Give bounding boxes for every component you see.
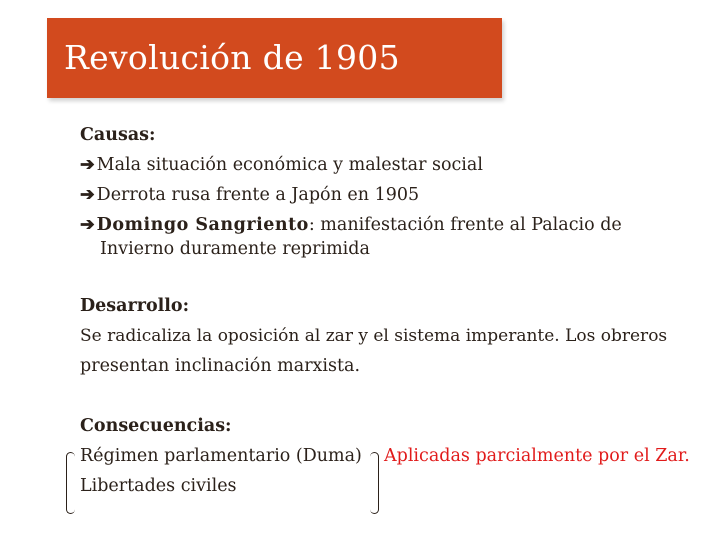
causa-item-3-continuation: Invierno duramente reprimida (100, 239, 370, 259)
consecuencia-note: Aplicadas parcialmente por el Zar. (384, 446, 690, 466)
consecuencia-item-2: Libertades civiles (80, 476, 237, 496)
consecuencia-item-1: Régimen parlamentario (Duma) (80, 446, 362, 466)
causa-item-2-text: Derrota rusa frente a Japón en 1905 (96, 185, 420, 205)
spacer (80, 381, 700, 411)
desarrollo-line-2: presentan inclinación marxista. (80, 356, 361, 376)
causa-item-3-bold: Domingo Sangriento (96, 215, 309, 235)
consecuencias-heading: Consecuencias: (80, 416, 232, 436)
arrow-right-icon: ➔ (80, 155, 95, 175)
arrow-right-icon: ➔ (80, 185, 95, 205)
left-brace (66, 452, 75, 514)
slide-title: Revolución de 1905 (64, 38, 400, 77)
consecuencia-row-1 (80, 441, 700, 471)
causa-item-2 (80, 180, 700, 210)
causas-heading: Causas: (80, 125, 156, 145)
causa-item-1 (80, 150, 700, 180)
slide-body (80, 120, 700, 501)
causa-item-3 (80, 213, 700, 237)
spacer (80, 261, 700, 291)
arrow-right-icon: ➔ (80, 215, 95, 235)
desarrollo-heading: Desarrollo: (80, 296, 190, 316)
desarrollo-line-1: Se radicaliza la oposición al zar y el sistema imperante. Los obreros (80, 326, 668, 346)
causa-item-1-text: Mala situación económica y malestar social (96, 155, 483, 175)
right-brace (370, 452, 379, 514)
causa-item-3-text: : manifestación frente al Palacio de (308, 215, 622, 235)
